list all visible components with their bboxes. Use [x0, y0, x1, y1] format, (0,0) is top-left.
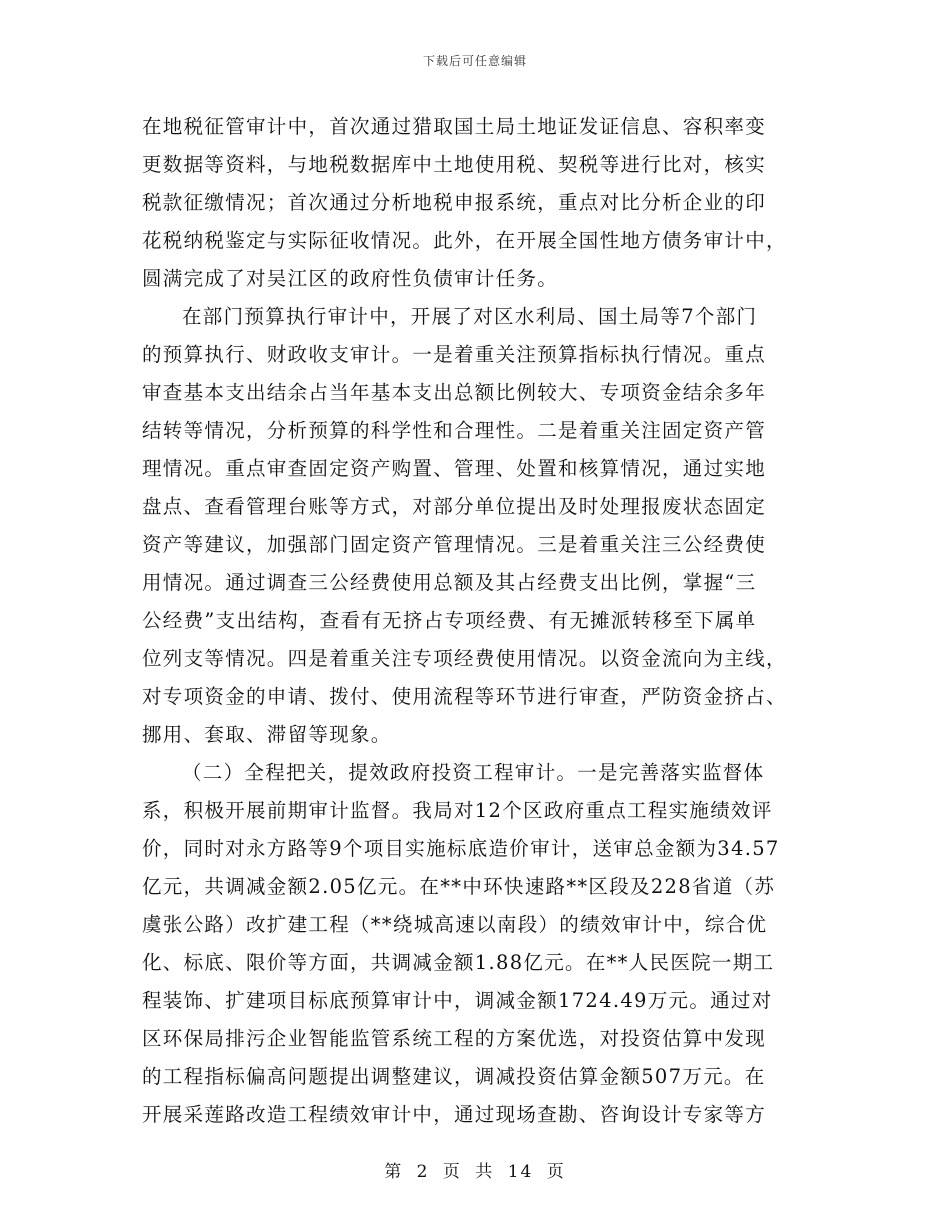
text-line: 圆满完成了对吴江区的政府性负债审计任务。 — [142, 267, 559, 290]
text-line: 在地税征管审计中，首次通过猎取国土局土地证发证信息、容积率变 — [142, 115, 767, 138]
text-line: 用情况。通过调查三公经费使用总额及其占经费支出比例，掌握“三 — [142, 571, 757, 594]
text-line: 系，积极开展前期审计监督。我局对12个区政府重点工程实施绩效评 — [142, 799, 773, 822]
text-line: 对专项资金的申请、拨付、使用流程等环节进行审查，严防资金挤占、 — [142, 685, 787, 708]
text-line: 的工程指标偏高问题提出调整建议，调减投资估算金额507万元。在 — [142, 1065, 766, 1088]
text-line: 挪用、套取、滞留等现象。 — [142, 723, 392, 746]
text-line: 的预算执行、财政收支审计。一是着重关注预算指标执行情况。重点 — [142, 343, 767, 366]
text-line: 区环保局排污企业智能监管系统工程的方案优选，对投资估算中发现 — [142, 1027, 767, 1050]
text-line: 理情况。重点审查固定资产购置、管理、处置和核算情况，通过实地 — [142, 457, 767, 480]
text-line: 税款征缴情况；首次通过分析地税申报系统，重点对比分析企业的印 — [142, 191, 767, 214]
text-line: 公经费”支出结构，查看有无挤占专项经费、有无摊派转移至下属单 — [142, 609, 757, 632]
text-line: 在部门预算执行审计中，开展了对区水利局、国土局等7个部门 — [182, 305, 758, 328]
page-number-footer: 第 2 页 共 14 页 — [384, 1162, 566, 1182]
paragraph-2 — [142, 298, 808, 754]
text-line: 虞张公路）改扩建工程（**绕城高速以南段）的绩效审计中，综合优 — [142, 913, 768, 936]
text-line: （二）全程把关，提效政府投资工程审计。一是完善落实监督体 — [182, 761, 765, 784]
text-line: 价，同时对永方路等9个项目实施标底造价审计，送审总金额为34.57 — [142, 837, 780, 860]
text-line: 开展采莲路改造工程绩效审计中，通过现场查勘、咨询设计专家等方 — [142, 1103, 767, 1126]
page-header: 下载后可任意编辑 — [422, 54, 527, 68]
text-line: 更数据等资料，与地税数据库中土地使用税、契税等进行比对，核实 — [142, 153, 767, 176]
paragraph-3 — [142, 754, 808, 1134]
document-body — [142, 108, 808, 1134]
text-line: 亿元，共调减金额2.05亿元。在**中环快速路**区段及228省道（苏 — [142, 875, 776, 898]
text-line: 资产等建议，加强部门固定资产管理情况。三是着重关注三公经费使 — [142, 533, 767, 556]
text-line: 程装饰、扩建项目标底预算审计中，调减金额1724.49万元。通过对 — [142, 989, 773, 1012]
text-line: 化、标底、限价等方面，共调减金额1.88亿元。在**人民医院一期工 — [142, 951, 775, 974]
text-line: 结转等情况，分析预算的科学性和合理性。二是着重关注固定资产管 — [142, 419, 767, 442]
text-line: 盘点、查看管理台账等方式，对部分单位提出及时处理报废状态固定 — [142, 495, 767, 518]
text-line: 审查基本支出结余占当年基本支出总额比例较大、专项资金结余多年 — [142, 381, 767, 404]
text-line: 位列支等情况。四是着重关注专项经费使用情况。以资金流向为主线， — [142, 647, 787, 670]
text-line: 花税纳税鉴定与实际征收情况。此外，在开展全国性地方债务审计中， — [142, 229, 787, 252]
paragraph-1 — [142, 108, 808, 298]
